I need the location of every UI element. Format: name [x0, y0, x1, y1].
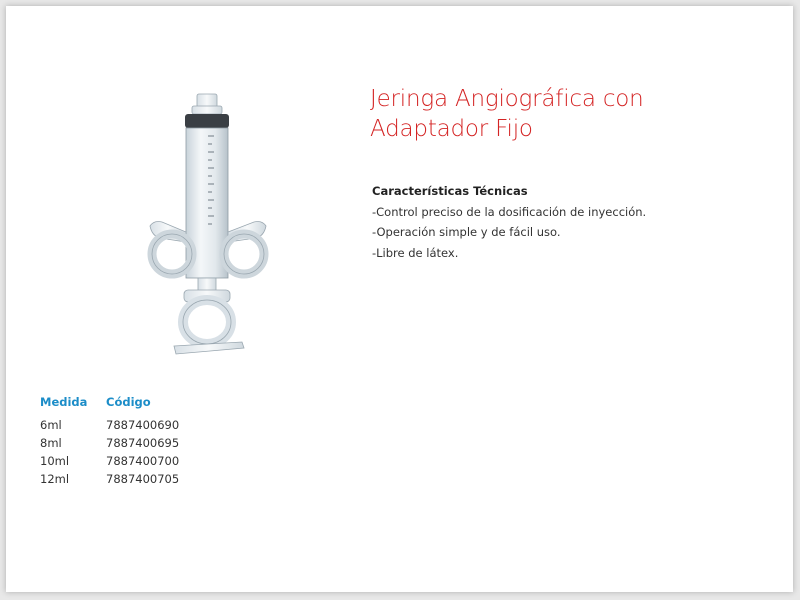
cell-size: 12ml	[40, 472, 70, 486]
cell-code: 7887400690	[106, 418, 180, 432]
header-medida: Medida	[40, 395, 88, 409]
features-section	[372, 181, 646, 263]
features-list	[372, 202, 646, 264]
table-header-row	[40, 394, 179, 416]
table-row	[40, 416, 179, 434]
header-codigo: Código	[106, 395, 151, 409]
feature-item: -Operación simple y de fácil uso.	[372, 225, 561, 239]
cell-code: 7887400705	[106, 472, 180, 486]
cell-code: 7887400695	[106, 436, 180, 450]
features-heading: Características Técnicas	[372, 184, 528, 198]
table-row	[40, 470, 179, 488]
spec-table	[40, 394, 179, 488]
product-card	[6, 6, 793, 592]
table-row	[40, 434, 179, 452]
feature-item: -Libre de látex.	[372, 245, 459, 260]
product-title-line-2: Adaptador Fijo	[370, 116, 533, 142]
syringe-image	[146, 92, 270, 356]
table-row	[40, 452, 179, 470]
product-title-line-1: Jeringa Angiográfica con	[370, 86, 644, 112]
feature-item: -Control preciso de la dosificación de inyección.	[372, 204, 647, 219]
cell-size: 8ml	[40, 436, 62, 450]
product-title	[370, 84, 644, 144]
cell-code: 7887400700	[106, 454, 180, 468]
cell-size: 6ml	[40, 418, 62, 432]
cell-size: 10ml	[40, 454, 70, 468]
